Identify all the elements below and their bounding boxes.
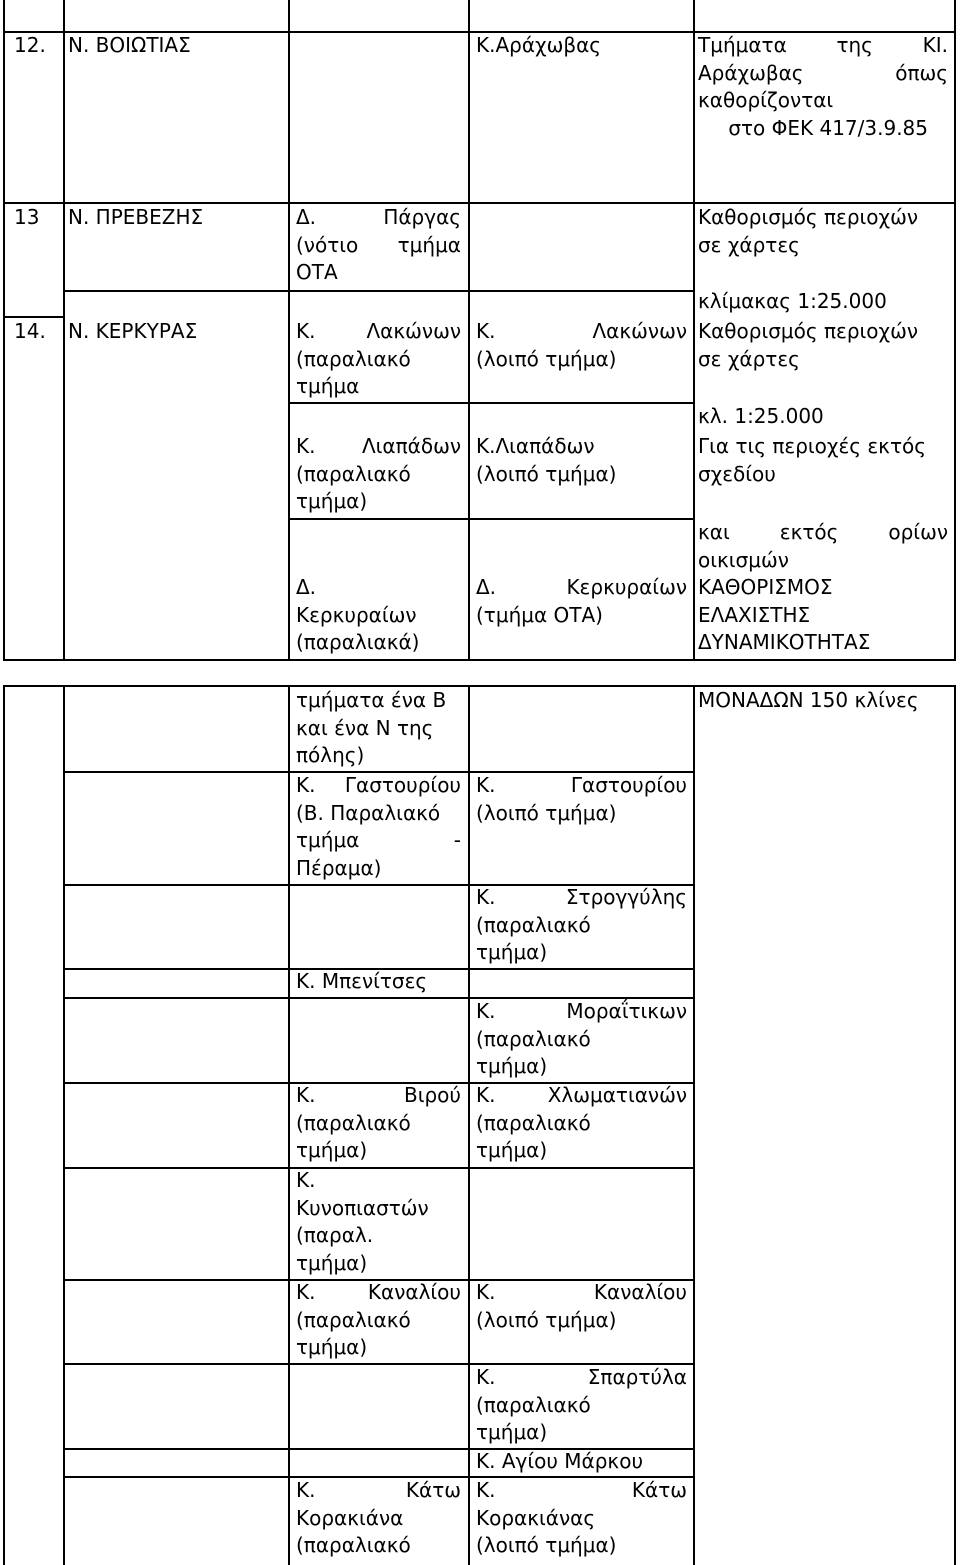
grid-line <box>288 402 695 404</box>
area-line: Κερκυραίων <box>296 602 417 627</box>
area-line: Κ. Στρογγύλης <box>476 885 687 909</box>
area-line: (παραλιακό <box>296 1110 411 1135</box>
grid-line <box>63 290 695 292</box>
note-line: Για τις περιοχές εκτός <box>698 434 926 458</box>
area-line: (παραλιακά) <box>296 630 420 654</box>
area-line: Κ. Βιρού <box>296 1083 461 1107</box>
area-line: τμήμα) <box>476 1420 548 1444</box>
area-line: (λοιπό τμήμα) <box>476 800 617 825</box>
note-line: Καθορισμός περιοχών <box>698 205 918 229</box>
grid-line <box>288 518 695 520</box>
area-line: Κ. Γαστουρίου <box>476 773 687 797</box>
scale-text: κλ. 1:25.000 <box>698 404 824 428</box>
grid-line <box>693 0 695 661</box>
prefecture-name: Ν. ΒΟΙΩΤΙΑΣ <box>68 33 191 57</box>
grid-line <box>468 685 470 1565</box>
area-line: Κ. Λακώνων <box>476 319 687 343</box>
grid-line <box>63 0 65 661</box>
grid-line <box>3 0 5 661</box>
prefecture-name: Ν. ΠΡΕΒΕΖΗΣ <box>68 205 204 229</box>
note-line: ΔΥΝΑΜΙΚΟΤΗΤΑΣ <box>698 630 871 654</box>
scale-text: κλίμακας 1:25.000 <box>698 289 887 313</box>
area-line: τμήμα) <box>296 489 368 513</box>
grid-line <box>63 685 65 1565</box>
area-line: Κ. Σπαρτύλα <box>476 1365 687 1389</box>
note-line: Τμήματα της ΚΙ. <box>698 33 948 57</box>
area-line: Κ. Αγίου Μάρκου <box>476 1449 644 1473</box>
area-line: Κ. Καναλίου <box>296 1280 461 1304</box>
area-line: (τμήμα ΟΤΑ) <box>476 602 603 627</box>
area-line: τμήματα ένα Β <box>296 688 447 712</box>
grid-line <box>288 685 290 1565</box>
area-line: τμήμα) <box>476 940 548 964</box>
grid-line <box>693 685 695 1565</box>
area-line: (παραλ. <box>296 1223 374 1247</box>
area-line: Πέραμα) <box>296 855 382 880</box>
note-line: σχεδίου <box>698 461 776 486</box>
area-line: Κ. Γαστουρίου <box>296 773 461 797</box>
area-line: Κυνοπιαστών <box>296 1195 429 1220</box>
area-line: τμήμα) <box>296 1335 368 1359</box>
prefecture-name: Ν. ΚΕΡΚΥΡΑΣ <box>68 319 198 343</box>
grid-line <box>954 685 956 1565</box>
note-line: ΚΑΘΟΡΙΣΜΟΣ <box>698 575 833 599</box>
area-line: (παραλιακό <box>296 1307 411 1332</box>
grid-line <box>468 0 470 661</box>
area-line: Κ. Μπενίτσες <box>296 969 428 993</box>
area-line: Δ. <box>296 575 317 599</box>
area-line: Κ. Λακώνων <box>296 319 461 343</box>
grid-line <box>954 0 956 661</box>
grid-line <box>288 0 290 661</box>
area-line: (λοιπό τμήμα) <box>476 346 617 371</box>
area-line: (λοιπό τμήμα) <box>476 1533 617 1557</box>
area-line: (παραλιακό <box>296 1533 411 1557</box>
grid-line <box>63 1167 695 1169</box>
area-line: τμήμα) <box>476 1138 548 1162</box>
area-line: Κ. Καναλίου <box>476 1280 687 1304</box>
area-line: τμήμα) <box>296 1250 368 1275</box>
grid-line <box>3 685 5 1565</box>
note-line: ΕΛΑΧΙΣΤΗΣ <box>698 602 811 627</box>
area-line: τμήμα - <box>296 828 461 852</box>
area-line: Κ.Λιαπάδων <box>476 434 595 458</box>
note-line: σε χάρτες <box>698 346 800 371</box>
area-line: (λοιπό τμήμα) <box>476 1307 617 1332</box>
area-line: Κ. Μοραΐτικων <box>476 999 687 1023</box>
area-line: Κ. Κάτω <box>476 1478 687 1502</box>
area-line: (παραλιακό <box>476 1110 591 1135</box>
note-line: Καθορισμός περιοχών <box>698 319 918 343</box>
area-line: Δ. Πάργας <box>296 205 461 229</box>
row-number: 12. <box>14 33 46 57</box>
row-number: 13 <box>14 205 40 229</box>
area-line: Κ. Χλωματιανών <box>476 1083 687 1107</box>
row-number: 14. <box>14 319 46 343</box>
area-cell: Κ.Αράχωβας <box>476 33 602 57</box>
area-line: (παραλιακό <box>476 1026 591 1051</box>
area-line: Κ. Κάτω <box>296 1478 461 1502</box>
area-line: (Β. Παραλιακό <box>296 800 441 825</box>
note-line: Αράχωβας όπως <box>698 60 948 85</box>
area-line: πόλης) <box>296 743 365 767</box>
area-line: Κ. <box>296 1168 316 1192</box>
note-line: οικισμών <box>698 547 789 572</box>
area-line: τμήμα) <box>476 1054 548 1078</box>
grid-line <box>3 659 956 661</box>
area-line: Κ. Λιαπάδων <box>296 434 461 458</box>
area-line: (παραλιακό <box>296 461 411 486</box>
note-line: σε χάρτες <box>698 232 800 257</box>
area-line: (παραλιακό <box>476 912 591 937</box>
area-line: Κορακιάνας <box>476 1505 596 1530</box>
area-line: (λοιπό τμήμα) <box>476 461 617 486</box>
note-line: ΜΟΝΑΔΩΝ 150 κλίνες <box>698 688 919 712</box>
area-line: και ένα Ν της <box>296 715 434 740</box>
note-line: και εκτός ορίων <box>698 520 948 544</box>
note-line: στο ΦΕΚ 417/3.9.85 <box>728 115 928 140</box>
area-line: (παραλιακό <box>476 1392 591 1417</box>
area-line: τμήμα <box>296 374 360 398</box>
area-line: ΟΤΑ <box>296 260 338 284</box>
area-line: Δ. Κερκυραίων <box>476 575 687 599</box>
area-line: τμήμα) <box>296 1138 368 1162</box>
area-line: Κορακιάνα <box>296 1505 404 1530</box>
note-line: καθορίζονται <box>698 88 834 112</box>
area-line: (νότιο τμήμα <box>296 232 461 257</box>
area-line: (παραλιακό <box>296 346 411 371</box>
